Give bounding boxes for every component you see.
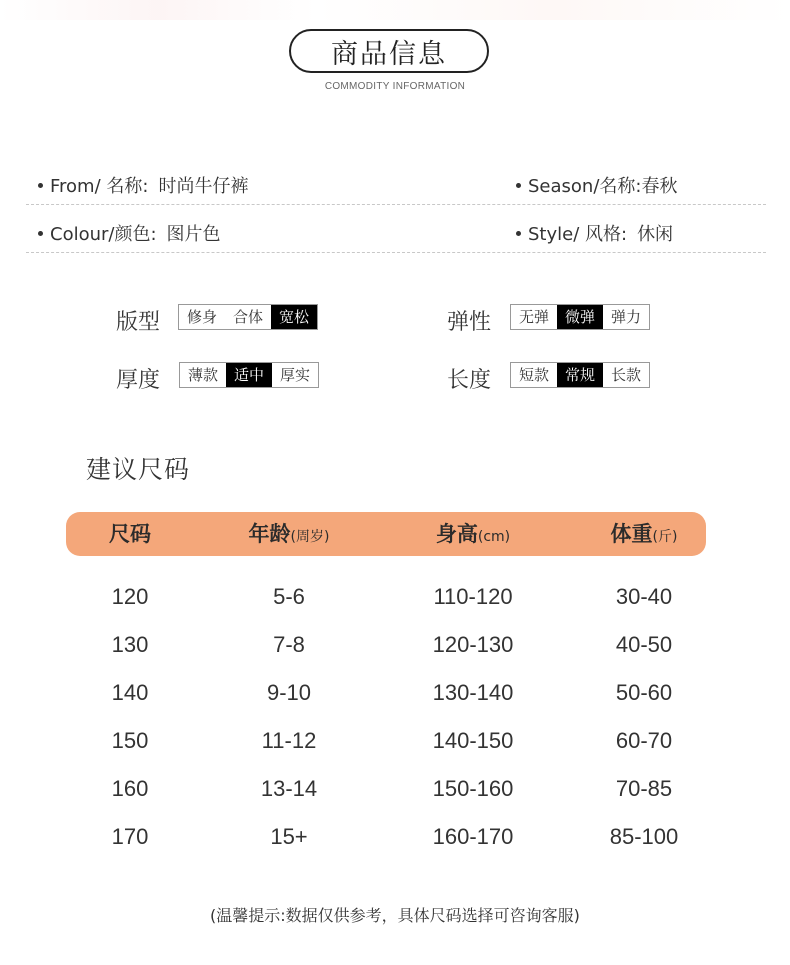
- cell-height: 160-170: [432, 824, 514, 849]
- cell-weight: 30-40: [615, 584, 673, 609]
- info-from: [38, 172, 248, 198]
- table-row: [0, 575, 790, 623]
- elasticity-option: 弹力: [611, 308, 642, 326]
- cell-age: 5-6: [273, 584, 305, 609]
- elasticity-option: 微弹: [557, 305, 603, 329]
- top-banner-fade: [0, 0, 790, 20]
- info-colour: [38, 220, 221, 246]
- bullet-icon: [516, 183, 521, 188]
- size-tip-note: (温馨提示:数据仅供参考，具体尺码选择可咨询客服): [210, 906, 580, 925]
- info-colour-value: 图片色: [166, 224, 221, 245]
- table-row: [0, 815, 790, 863]
- table-row: [0, 671, 790, 719]
- header-age-label: 年龄: [248, 522, 291, 546]
- elasticity-label: 弹性: [447, 310, 492, 335]
- info-from-value: 时尚牛仔裤: [158, 176, 249, 197]
- elasticity-options: [510, 304, 650, 330]
- length-option: 长款: [611, 366, 642, 384]
- header-size: [109, 512, 151, 556]
- table-row: [0, 623, 790, 671]
- size-section-title: 建议尺码: [86, 455, 191, 484]
- page-subtitle: COMMODITY INFORMATION: [324, 81, 466, 92]
- cell-size: 150: [111, 728, 149, 753]
- cell-height: 130-140: [432, 680, 514, 705]
- info-season: [516, 172, 677, 198]
- header-weight-unit: (斤): [652, 529, 678, 545]
- thickness-option: 薄款: [188, 366, 219, 384]
- header-height-unit: (cm): [477, 529, 511, 545]
- header-age: [249, 512, 330, 556]
- size-table-header: [66, 512, 706, 556]
- cell-size: 140: [111, 680, 149, 705]
- cell-age: 13-14: [260, 776, 318, 801]
- cell-weight: 85-100: [609, 824, 679, 849]
- fit-option: 合体: [233, 308, 264, 326]
- info-season-label: Season/名称:: [528, 176, 642, 197]
- length-option: 短款: [519, 366, 550, 384]
- cell-size: 160: [111, 776, 149, 801]
- bullet-icon: [38, 183, 43, 188]
- size-table-body: [0, 575, 790, 863]
- header-weight: [611, 512, 678, 556]
- cell-weight: 40-50: [615, 632, 673, 657]
- info-season-value: 春秋: [641, 176, 678, 197]
- cell-weight: 50-60: [615, 680, 673, 705]
- fit-option: 宽松: [271, 305, 317, 329]
- elasticity-option: 无弹: [519, 308, 550, 326]
- header-age-unit: (周岁): [290, 529, 330, 545]
- header-height: [436, 512, 510, 556]
- length-options: [510, 362, 650, 388]
- length-label: 长度: [447, 368, 492, 393]
- info-style-label: Style/ 风格:: [528, 224, 628, 245]
- cell-age: 11-12: [261, 728, 317, 753]
- info-style: [516, 220, 673, 246]
- header-weight-label: 体重: [610, 522, 653, 546]
- cell-height: 140-150: [432, 728, 514, 753]
- cell-age: 9-10: [266, 680, 312, 705]
- page-title: 商品信息: [289, 29, 489, 73]
- fit-label: 版型: [116, 310, 161, 335]
- cell-height: 150-160: [432, 776, 514, 801]
- bullet-icon: [38, 231, 43, 236]
- cell-height: 120-130: [432, 632, 514, 657]
- info-row-2: [26, 212, 766, 253]
- cell-age: 15+: [270, 824, 308, 849]
- cell-weight: 70-85: [615, 776, 673, 801]
- table-row: [0, 767, 790, 815]
- thickness-label: 厚度: [116, 368, 161, 393]
- info-from-label: From/ 名称:: [50, 176, 149, 197]
- info-row-1: [26, 164, 766, 205]
- info-colour-label: Colour/颜色:: [50, 224, 157, 245]
- fit-option: 修身: [187, 308, 218, 326]
- thickness-option: 适中: [226, 363, 272, 387]
- header-size-label: 尺码: [109, 522, 151, 546]
- info-style-value: 休闲: [637, 224, 674, 245]
- header-height-label: 身高: [435, 522, 478, 546]
- fit-options: [178, 304, 318, 330]
- cell-size: 130: [111, 632, 149, 657]
- cell-age: 7-8: [273, 632, 305, 657]
- cell-height: 110-120: [433, 584, 513, 609]
- cell-weight: 60-70: [615, 728, 673, 753]
- thickness-option: 厚实: [280, 366, 311, 384]
- cell-size: 170: [111, 824, 149, 849]
- thickness-options: [179, 362, 319, 388]
- table-row: [0, 719, 790, 767]
- length-option: 常规: [557, 363, 603, 387]
- bullet-icon: [516, 231, 521, 236]
- cell-size: 120: [111, 584, 149, 609]
